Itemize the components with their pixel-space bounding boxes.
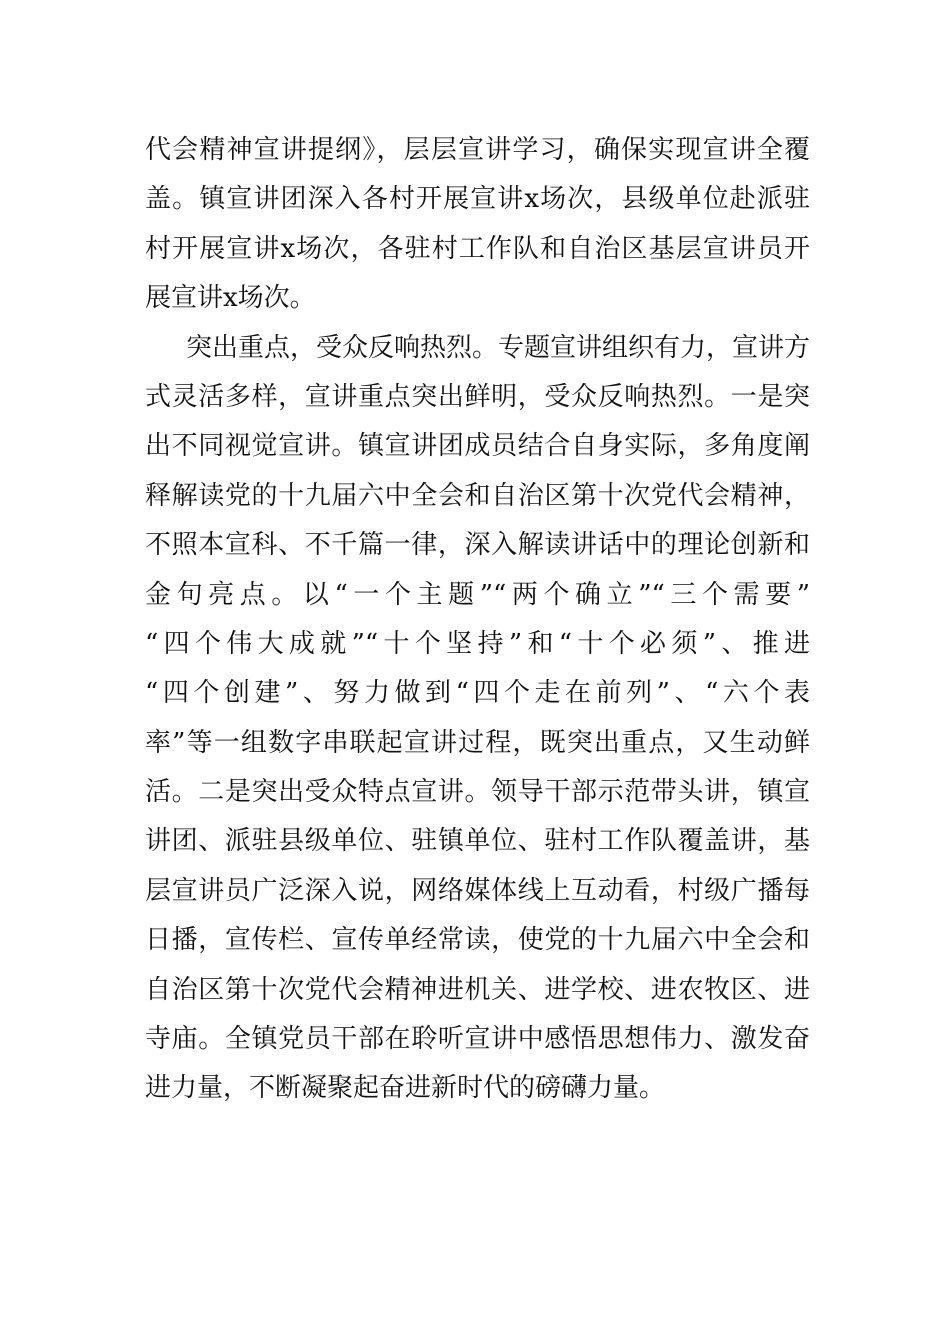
text-line: 村开展宣讲x场次，各驻村工作队和自治区基层宣讲员开	[145, 233, 810, 264]
text-line: 日播，宣传栏、宣传单经常读，使党的十九届六中全会和	[145, 925, 810, 956]
text-line: 出不同视觉宣讲。镇宣讲团成员结合自身实际，多角度阐	[145, 431, 810, 462]
text-line: 突出重点，受众反响热烈。专题宣讲组织有力，宣讲方	[186, 332, 811, 363]
text-line: 金句亮点。以“一个主题”“两个确立”“三个需要”	[145, 579, 810, 610]
text-line: 率”等一组数字串联起宣讲过程，既突出重点，又生动鲜	[145, 727, 810, 758]
text-line: 寺庙。全镇党员干部在聆听宣讲中感悟思想伟力、激发奋	[145, 1024, 810, 1055]
text-line: 层宣讲员广泛深入说，网络媒体线上互动看，村级广播每	[145, 875, 810, 906]
text-line: “四个创建”、努力做到“四个走在前列”、“六个表	[145, 678, 810, 709]
text-line: 进力量，不断凝聚起奋进新时代的磅礴力量。	[145, 1073, 666, 1104]
text-line: 自治区第十次党代会精神进机关、进学校、进农牧区、进	[145, 974, 810, 1005]
text-line: 讲团、派驻县级单位、驻镇单位、驻村工作队覆盖讲，基	[145, 826, 810, 857]
text-line: 盖。镇宣讲团深入各村开展宣讲x场次，县级单位赴派驻	[145, 184, 810, 215]
text-line: 不照本宣科、不千篇一律，深入解读讲话中的理论创新和	[145, 530, 810, 561]
text-line: 活。二是突出受众特点宣讲。领导干部示范带头讲，镇宣	[145, 777, 810, 808]
text-line: 式灵活多样，宣讲重点突出鲜明，受众反响热烈。一是突	[145, 381, 810, 412]
text-line: 释解读党的十九届六中全会和自治区第十次党代会精神，	[145, 480, 810, 511]
text-line: 展宣讲x场次。	[145, 283, 316, 314]
body-text	[145, 126, 810, 1114]
text-line: “四个伟大成就”“十个坚持”和“十个必须”、推进	[145, 628, 810, 659]
text-line: 代会精神宣讲提纲》，层层宣讲学习，确保实现宣讲全覆	[145, 135, 810, 165]
